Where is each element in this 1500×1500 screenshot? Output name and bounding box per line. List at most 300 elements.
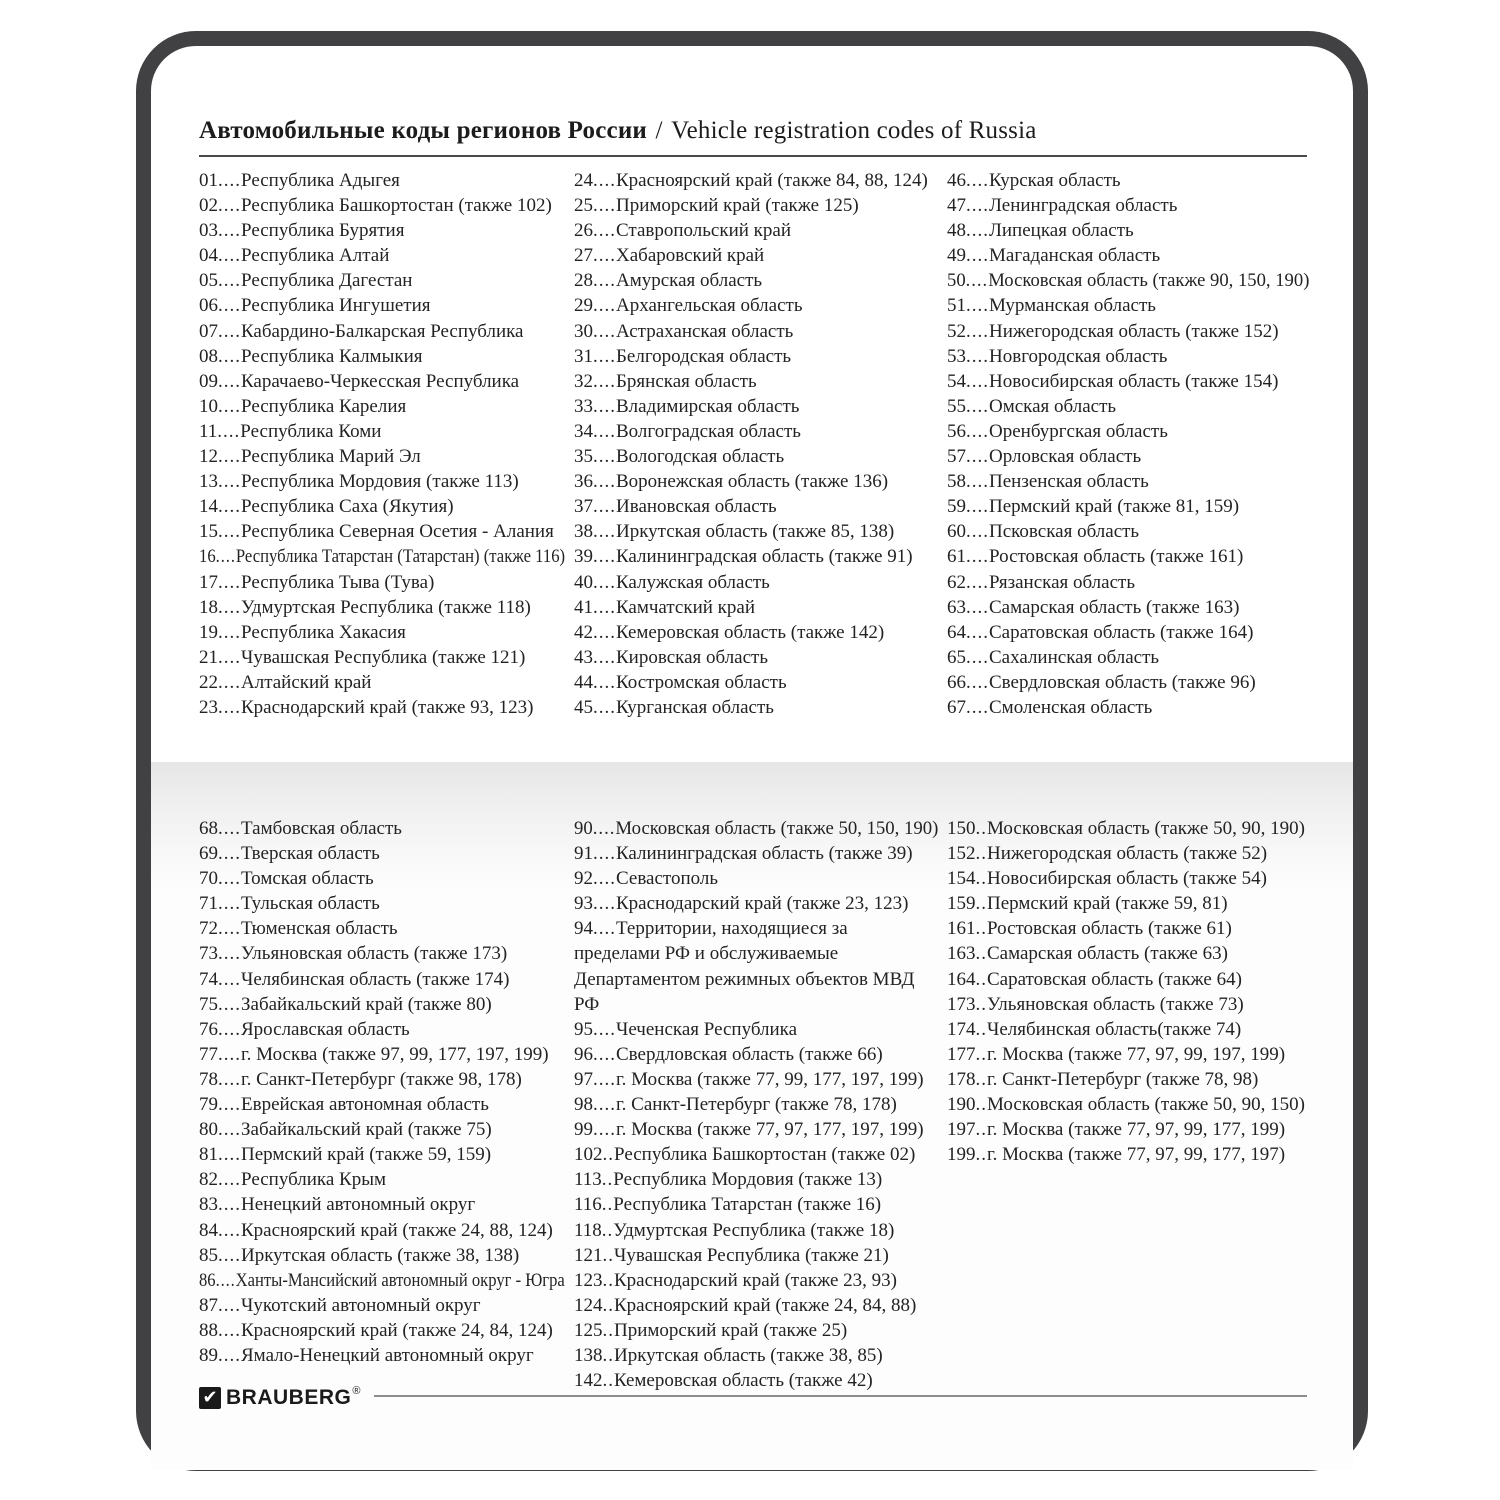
dot-leader: .... [966, 320, 989, 342]
dot-leader: .... [218, 521, 241, 543]
region-code: 32 [574, 370, 593, 392]
region-code: 72 [199, 918, 218, 940]
region-code: 22 [199, 671, 218, 693]
region-name: Владимирская область [616, 395, 800, 417]
code-row [947, 841, 1309, 866]
region-name: Московская область (также 90, 150, 190) [988, 270, 1310, 292]
region-code: 03 [199, 220, 218, 242]
region-name: Калужская область [616, 571, 770, 593]
code-row [947, 1067, 1309, 1092]
region-name: Калининградская область (также 91) [616, 546, 913, 568]
dot-leader: .... [966, 220, 989, 242]
region-name: Ульяновская область (также 73) [987, 993, 1244, 1015]
region-code: 177 [947, 1043, 976, 1065]
code-row [574, 1042, 938, 1067]
region-name: Кировская область [616, 646, 769, 668]
region-code: 29 [574, 295, 593, 317]
dot-leader: .. [601, 1194, 614, 1216]
dot-leader: .... [218, 696, 241, 718]
region-code: 80 [199, 1119, 218, 1141]
code-row [199, 1042, 565, 1067]
dot-leader: .... [593, 420, 616, 442]
code-row [947, 570, 1309, 595]
dot-leader: .... [593, 295, 616, 317]
region-code: 12 [199, 446, 218, 468]
region-name: Республика Башкортостан (также 102) [241, 195, 552, 217]
code-row [199, 419, 565, 444]
region-name: Курганская область [616, 696, 774, 718]
region-code: 39 [574, 546, 593, 568]
code-row [574, 1117, 938, 1142]
codes-column-2 [574, 168, 938, 720]
region-code: 26 [574, 220, 593, 242]
region-name: Краснодарский край (также 23, 93) [614, 1269, 898, 1291]
dot-leader: .... [218, 1144, 241, 1166]
code-row [947, 916, 1309, 941]
code-row [199, 1243, 565, 1268]
code-row [947, 620, 1309, 645]
region-code: 35 [574, 446, 593, 468]
region-code: 81 [199, 1144, 218, 1166]
code-row [574, 444, 938, 469]
region-name: Карачаево-Черкесская Республика [241, 370, 520, 392]
region-name: Республика Дагестан [241, 270, 413, 292]
region-name: Пермский край (также 81, 159) [989, 496, 1240, 518]
code-row [574, 1343, 938, 1368]
code-row [947, 670, 1309, 695]
region-name: Республика Северная Осетия - Алания [241, 521, 554, 543]
code-row [574, 1017, 938, 1042]
region-code: 159 [947, 893, 976, 915]
dot-leader: .... [218, 843, 241, 865]
region-code: 36 [574, 471, 593, 493]
region-code: 75 [199, 993, 218, 1015]
region-name: Сахалинская область [989, 646, 1160, 668]
code-row [574, 519, 938, 544]
code-row [199, 816, 565, 841]
codes-column-5 [574, 816, 938, 1393]
code-row [199, 1067, 565, 1092]
dot-leader: .... [966, 170, 989, 191]
region-code: 24 [574, 170, 593, 191]
page-title-en: Vehicle registration codes of Russia [671, 117, 1037, 144]
region-code: 123 [574, 1269, 603, 1291]
region-name: Волгоградская область [616, 420, 801, 442]
code-row [574, 1142, 938, 1167]
code-row [199, 544, 565, 569]
region-name: Республика Коми [240, 420, 382, 442]
dot-leader: .... [593, 170, 616, 191]
dot-leader: .. [975, 868, 987, 890]
region-code: 82 [199, 1169, 218, 1191]
region-code: 30 [574, 320, 593, 342]
region-name: Самарская область (также 63) [987, 943, 1228, 965]
region-name: Чеченская Республика [616, 1018, 798, 1040]
region-code: 70 [199, 868, 218, 890]
code-row [947, 319, 1309, 344]
region-name: г. Москва (также 77, 97, 177, 197, 199) [616, 1119, 924, 1141]
code-row [574, 645, 938, 670]
code-row [947, 193, 1309, 218]
dot-leader: .... [218, 1244, 241, 1266]
region-code: 10 [199, 395, 218, 417]
region-name: Саратовская область (также 164) [989, 621, 1254, 643]
dot-leader: .... [215, 546, 236, 568]
dot-leader: .... [218, 571, 241, 593]
region-name: Республика Адыгея [241, 170, 400, 191]
region-name: Московская область (также 50, 90, 150) [987, 1094, 1305, 1116]
region-code: 41 [574, 596, 593, 618]
region-code: 27 [574, 245, 593, 267]
code-row [947, 816, 1309, 841]
region-name: Красноярский край (также 84, 88, 124) [616, 170, 928, 191]
code-row [574, 816, 938, 841]
region-code: 63 [947, 596, 966, 618]
region-code: 113 [574, 1169, 602, 1191]
code-row [199, 695, 565, 720]
code-row [947, 941, 1309, 966]
dot-leader: .... [593, 1043, 616, 1065]
region-code: 07 [199, 320, 218, 342]
region-name: Иркутская область (также 85, 138) [616, 521, 895, 543]
code-row [574, 218, 938, 243]
code-row [199, 319, 565, 344]
region-code: 93 [574, 893, 593, 915]
region-name: Ямало-Ненецкий автономный округ [241, 1344, 534, 1366]
region-name: Ростовская область (также 161) [989, 546, 1244, 568]
dot-leader: .. [601, 1169, 614, 1191]
region-code: 154 [947, 868, 976, 890]
region-name: Республика Алтай [241, 245, 390, 267]
region-name: Тамбовская область [241, 818, 402, 839]
codes-column-1 [199, 168, 565, 720]
region-name: Республика Крым [241, 1169, 387, 1191]
region-code: 163 [947, 943, 976, 965]
dot-leader: .... [593, 893, 616, 915]
region-name: Ненецкий автономный округ [241, 1194, 476, 1216]
dot-leader: .... [218, 918, 241, 940]
code-row [947, 394, 1309, 419]
region-name: Нижегородская область (также 52) [987, 843, 1268, 865]
code-row [199, 344, 565, 369]
region-code: 49 [947, 245, 966, 267]
region-name: Астраханская область [616, 320, 794, 342]
page-header [199, 116, 1307, 157]
region-code: 08 [199, 345, 218, 367]
dot-leader: .... [218, 1018, 241, 1040]
code-row [947, 293, 1309, 318]
region-code: 11 [199, 420, 218, 442]
code-row [947, 866, 1309, 891]
dot-leader: .... [966, 295, 989, 317]
region-name: Республика Ингушетия [241, 295, 431, 317]
code-row [574, 193, 938, 218]
code-row [947, 494, 1309, 519]
region-name: Удмуртская Республика (также 18) [613, 1219, 895, 1241]
region-code: 98 [574, 1094, 593, 1116]
dot-leader: .... [593, 220, 616, 242]
code-row [574, 544, 938, 569]
region-name: Приморский край (также 25) [614, 1319, 848, 1341]
region-code: 14 [199, 496, 218, 518]
region-code: 17 [199, 571, 218, 593]
region-name: Красноярский край (также 24, 88, 124) [241, 1219, 553, 1241]
code-row [574, 916, 938, 1016]
region-code: 43 [574, 646, 593, 668]
region-code: 90 [574, 818, 593, 839]
region-name: Краснодарский край (также 23, 123) [616, 893, 909, 915]
code-row [199, 1268, 565, 1293]
code-row [947, 967, 1309, 992]
region-name: Ставропольский край [616, 220, 792, 242]
dot-leader: .... [218, 320, 241, 342]
dot-leader: .. [975, 1144, 987, 1166]
dot-leader: .. [975, 1119, 987, 1141]
mousepad-sheet [136, 31, 1368, 1471]
region-name: Свердловская область (также 96) [989, 671, 1256, 693]
region-code: 60 [947, 521, 966, 543]
code-row [574, 1318, 938, 1343]
dot-leader: .... [966, 245, 989, 267]
dot-leader: .... [217, 420, 241, 442]
region-code: 67 [947, 696, 966, 718]
dot-leader: .... [593, 696, 616, 718]
dot-leader: .... [966, 621, 989, 643]
code-row [947, 268, 1309, 293]
region-name: Новосибирская область (также 54) [987, 868, 1267, 890]
region-code: 44 [574, 671, 593, 693]
dot-leader: .... [218, 1194, 241, 1216]
region-code: 45 [574, 696, 593, 718]
region-code: 52 [947, 320, 966, 342]
code-row [199, 494, 565, 519]
codes-column-4 [199, 816, 565, 1368]
region-code: 88 [199, 1319, 218, 1341]
region-name: Удмуртская Республика (также 118) [241, 596, 531, 618]
code-row [199, 168, 565, 193]
code-row [199, 967, 565, 992]
region-code: 09 [199, 370, 218, 392]
code-row [199, 841, 565, 866]
region-code: 71 [199, 893, 218, 915]
code-row [574, 494, 938, 519]
region-name: Амурская область [616, 270, 763, 292]
dot-leader: .. [602, 1144, 614, 1166]
region-code: 74 [199, 968, 218, 990]
region-name: Чукотский автономный округ [241, 1294, 481, 1316]
dot-leader: .. [975, 1068, 987, 1090]
dot-leader: .... [593, 596, 616, 618]
region-name: Смоленская область [989, 696, 1153, 718]
dot-leader: .... [593, 370, 616, 392]
region-code: 190 [947, 1094, 976, 1116]
code-row [199, 992, 565, 1017]
dot-leader: .... [593, 843, 616, 865]
region-name: г. Санкт-Петербург (также 78, 98) [987, 1068, 1259, 1090]
region-code: 50 [947, 270, 966, 292]
dot-leader: .... [218, 295, 241, 317]
code-row [574, 670, 938, 695]
code-row [574, 319, 938, 344]
region-code: 79 [199, 1094, 218, 1116]
code-row [947, 595, 1309, 620]
region-name: Брянская область [616, 370, 757, 392]
region-name: Республика Мордовия (также 113) [241, 471, 519, 493]
region-code: 102 [574, 1144, 603, 1166]
code-row [574, 1167, 938, 1192]
region-name: г. Москва (также 97, 99, 177, 197, 199) [241, 1043, 549, 1065]
region-code: 86 [199, 1269, 216, 1291]
region-code: 97 [574, 1068, 593, 1090]
region-name: Челябинская область(также 74) [987, 1018, 1242, 1040]
region-name: Псковская область [989, 521, 1140, 543]
code-row [947, 1117, 1309, 1142]
region-name: Республика Башкортостан (также 02) [614, 1144, 916, 1166]
region-code: 85 [199, 1244, 218, 1266]
dot-leader: .. [601, 1219, 614, 1241]
dot-leader: .... [593, 245, 616, 267]
region-name: Ленинградская область [989, 195, 1178, 217]
code-row [574, 695, 938, 720]
dot-leader: .... [966, 496, 989, 518]
region-name: Иркутская область (также 38, 138) [241, 1244, 520, 1266]
code-row [574, 344, 938, 369]
region-name: Кемеровская область (также 142) [616, 621, 885, 643]
region-code: 23 [199, 696, 218, 718]
dot-leader: .... [593, 395, 616, 417]
region-name: Территории, находящиеся за пределами РФ и обслуживаемые Департаментом режимных объектов МВД РФ [574, 918, 915, 1015]
region-code: 21 [199, 646, 218, 668]
codes-column-3 [947, 168, 1309, 720]
dot-leader: .... [218, 1294, 241, 1316]
region-name: Рязанская область [989, 571, 1135, 593]
region-name: Республика Тыва (Тува) [241, 571, 435, 593]
dot-leader: .. [975, 893, 987, 915]
region-code: 95 [574, 1018, 593, 1040]
code-row [199, 268, 565, 293]
dot-leader: .... [218, 993, 241, 1015]
region-code: 34 [574, 420, 593, 442]
dot-leader: .... [593, 471, 616, 493]
code-row [199, 866, 565, 891]
region-name: Камчатский край [616, 596, 755, 618]
code-row [947, 992, 1309, 1017]
region-code: 25 [574, 195, 593, 217]
code-row [574, 1067, 938, 1092]
dot-leader: .... [218, 621, 241, 643]
dot-leader: .. [975, 943, 987, 965]
code-row [199, 218, 565, 243]
region-code: 46 [947, 170, 966, 191]
code-row [947, 369, 1309, 394]
region-name: Оренбургская область [989, 420, 1168, 442]
region-code: 94 [574, 918, 593, 940]
region-name: Республика Хакасия [241, 621, 406, 643]
region-code: 54 [947, 370, 966, 392]
region-name: Пермский край (также 59, 81) [987, 893, 1228, 915]
code-row [199, 469, 565, 494]
dot-leader: .. [602, 1344, 614, 1366]
region-code: 38 [574, 521, 593, 543]
region-name: Челябинская область (также 174) [241, 968, 510, 990]
code-row [199, 519, 565, 544]
dot-leader: .. [975, 1018, 987, 1040]
region-code: 55 [947, 395, 966, 417]
region-code: 68 [199, 818, 218, 839]
brand-name: BRAUBERG [226, 1386, 352, 1409]
region-code: 91 [574, 843, 593, 865]
dot-leader: .... [218, 370, 241, 392]
region-name: Белгородская область [616, 345, 792, 367]
code-row [574, 469, 938, 494]
code-row [574, 1218, 938, 1243]
region-name: Орловская область [989, 446, 1142, 468]
region-name: Республика Марий Эл [241, 446, 421, 468]
region-code: 125 [574, 1319, 603, 1341]
region-name: Забайкальский край (также 75) [241, 1119, 492, 1141]
brand-footer [199, 1386, 1309, 1410]
dot-leader: .... [966, 646, 989, 668]
page-title-ru: Автомобильные коды регионов России [199, 117, 648, 144]
code-row [947, 544, 1309, 569]
code-row [199, 293, 565, 318]
region-name: г. Санкт-Петербург (также 98, 178) [241, 1068, 522, 1090]
code-row [199, 1017, 565, 1042]
region-code: 15 [199, 521, 218, 543]
code-row [199, 1117, 565, 1142]
dot-leader: .... [966, 546, 989, 568]
dot-leader: .... [218, 496, 241, 518]
code-row [199, 243, 565, 268]
dot-leader: .. [602, 1244, 614, 1266]
dot-leader: .... [218, 270, 241, 292]
dot-leader: .. [602, 1294, 614, 1316]
code-row [199, 394, 565, 419]
region-code: 59 [947, 496, 966, 518]
region-name: Республика Бурятия [241, 220, 405, 242]
code-row [199, 645, 565, 670]
dot-leader: .... [966, 521, 989, 543]
page-title [199, 116, 1307, 146]
code-row [574, 595, 938, 620]
code-row [199, 1293, 565, 1318]
dot-leader: .... [218, 1219, 241, 1241]
region-code: 73 [199, 943, 218, 965]
dot-leader: .... [593, 1018, 616, 1040]
region-code: 28 [574, 270, 593, 292]
region-code: 13 [199, 471, 218, 493]
dot-leader: .... [593, 646, 616, 668]
region-name: Республика Калмыкия [241, 345, 423, 367]
region-name: Ульяновская область (также 173) [241, 943, 508, 965]
region-name: Красноярский край (также 24, 84, 88) [614, 1294, 917, 1316]
dot-leader: .... [593, 868, 616, 890]
dot-leader: .... [593, 621, 616, 643]
code-row [574, 841, 938, 866]
code-row [199, 670, 565, 695]
region-code: 47 [947, 195, 966, 217]
region-name: Омская область [989, 395, 1117, 417]
region-code: 83 [199, 1194, 218, 1216]
dot-leader: .... [593, 671, 616, 693]
region-code: 56 [947, 420, 966, 442]
region-name: г. Санкт-Петербург (также 78, 178) [616, 1094, 897, 1116]
code-row [574, 369, 938, 394]
code-row [947, 1017, 1309, 1042]
dot-leader: .... [966, 696, 989, 718]
code-row [574, 620, 938, 645]
region-code: 199 [947, 1144, 976, 1166]
